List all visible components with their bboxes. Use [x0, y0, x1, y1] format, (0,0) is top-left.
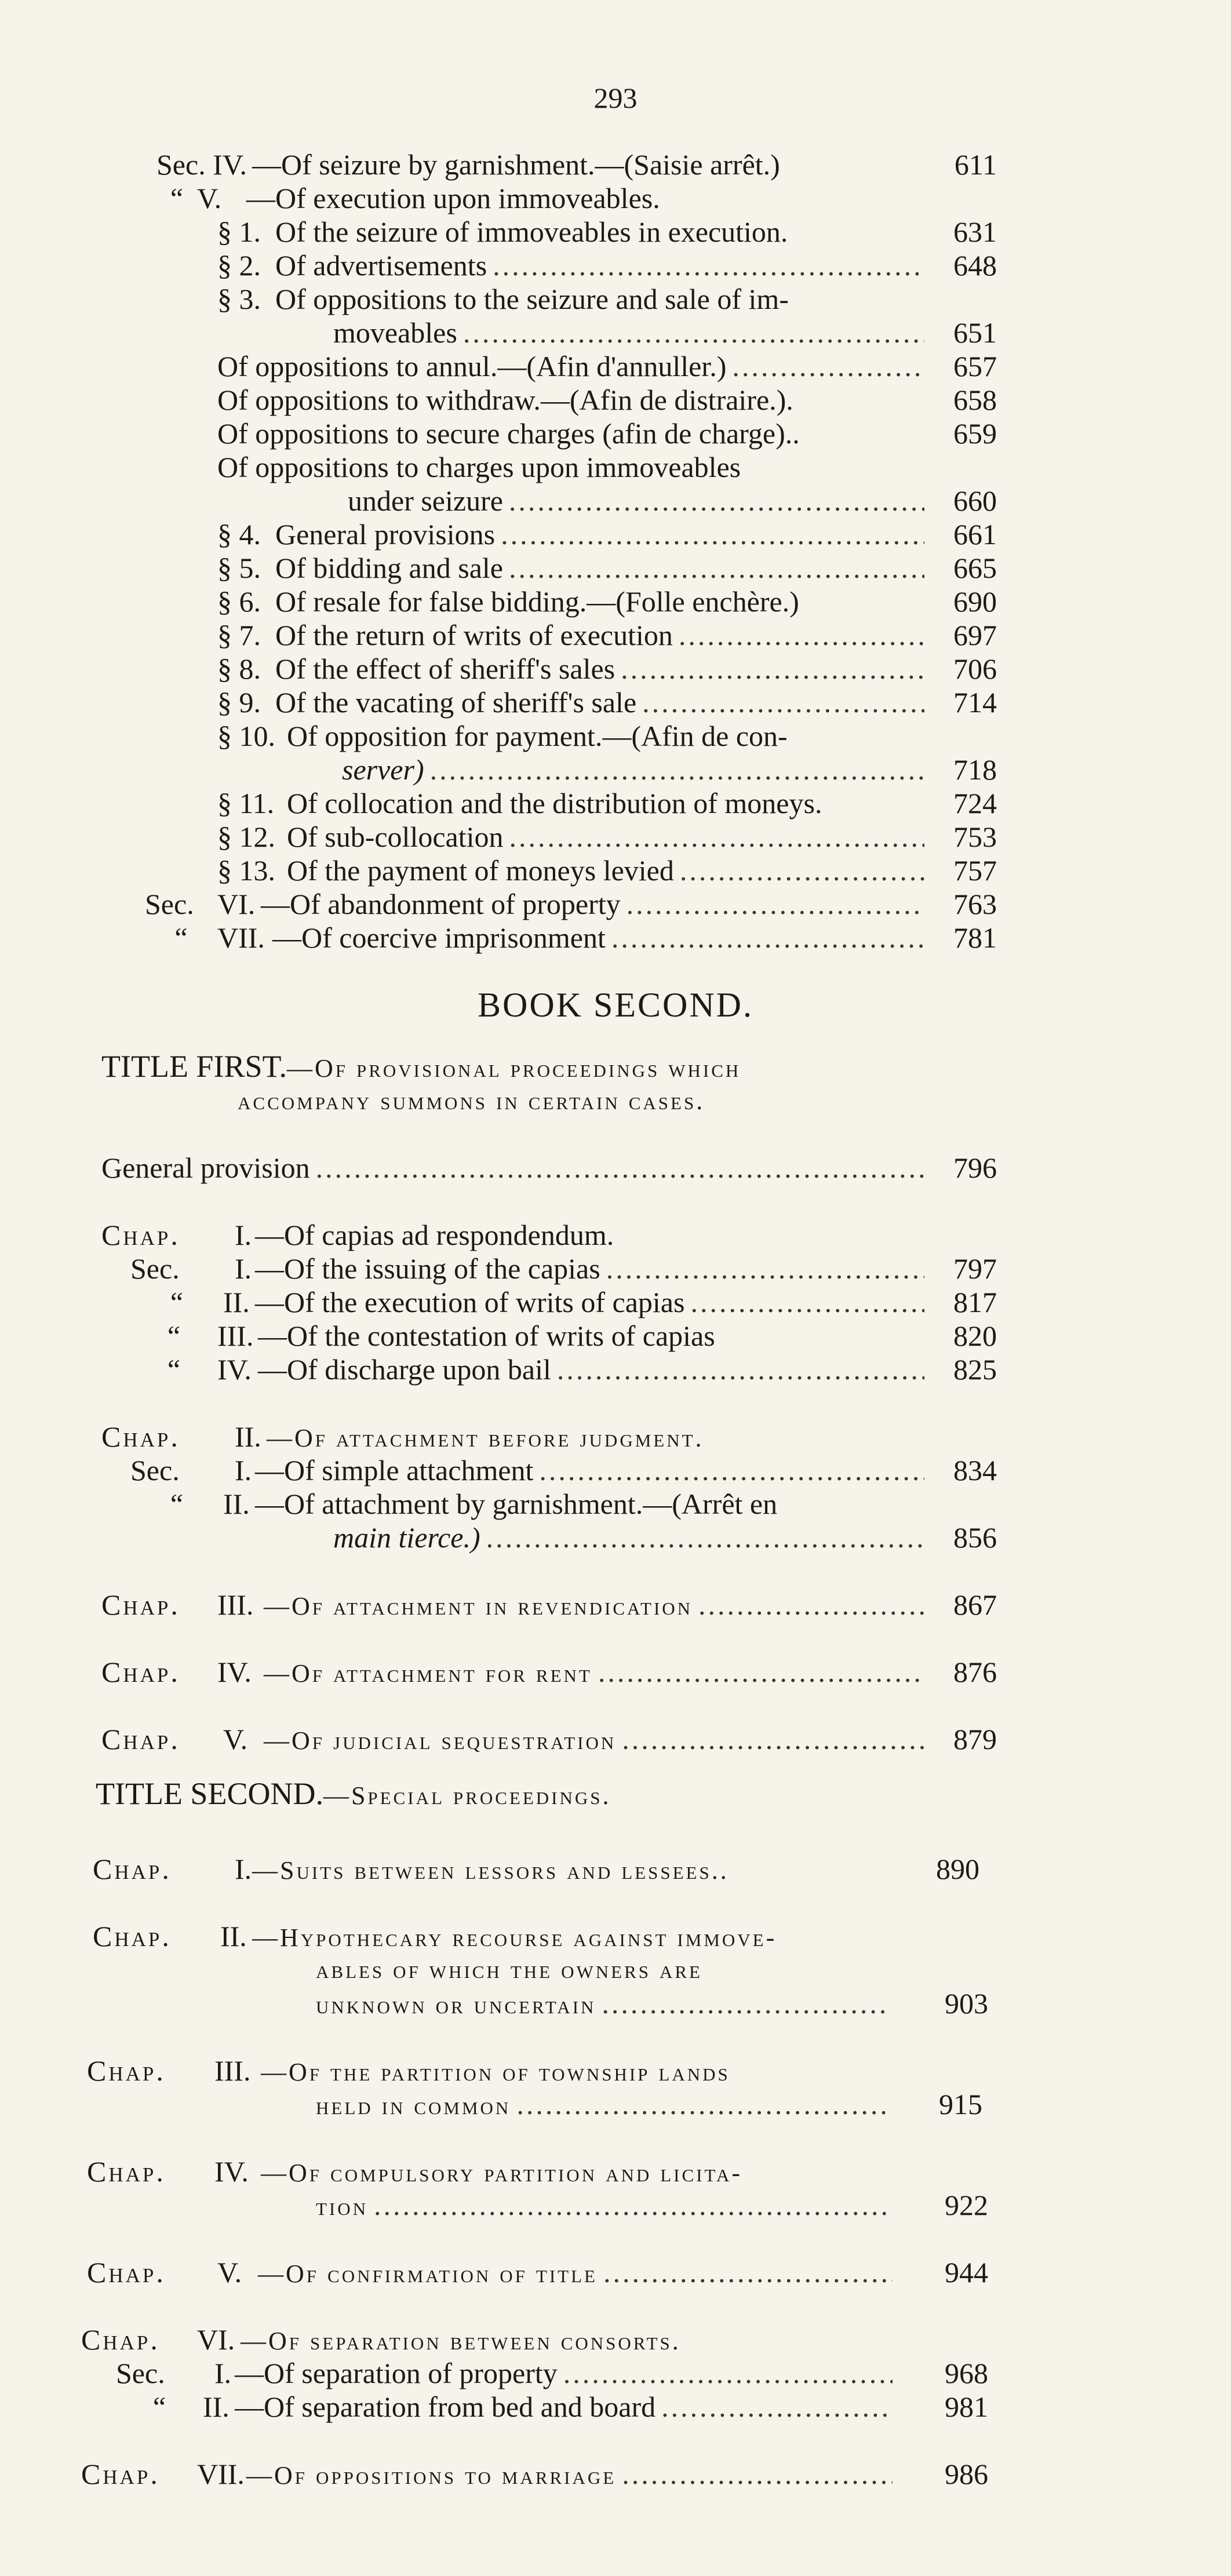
- section-symbol: § 4.: [217, 518, 261, 551]
- toc-entry-s3: [217, 282, 930, 316]
- toc-entry-t2-chap-5: [87, 2256, 898, 2289]
- toc-entry-chap-4: [101, 1655, 930, 1689]
- entry-text: Of resale for false bidding.—(Folle enchère.): [275, 585, 799, 618]
- entry-key: Chap.: [81, 2323, 160, 2356]
- entry-key: Chap.: [81, 2458, 160, 2490]
- entry-text-cont: main tierce.): [333, 1521, 480, 1554]
- entry-text: Of oppositions to the seizure and sale of im-: [275, 283, 789, 315]
- entry-num: I.: [214, 2357, 232, 2389]
- leader-dots: [563, 2356, 893, 2390]
- ditto-mark: “: [167, 1353, 181, 1386]
- entry-num: VI.: [197, 2323, 235, 2356]
- toc-entry-s5: [217, 551, 930, 585]
- page-ref: 890: [936, 1853, 979, 1885]
- title-second-heading: [96, 1776, 611, 1813]
- section-symbol: § 1.: [217, 216, 261, 248]
- toc-entry-t2-chap-3: [87, 2054, 898, 2087]
- page-ref: 753: [953, 821, 997, 853]
- section-symbol: § 2.: [217, 249, 261, 282]
- page-ref: 763: [953, 888, 997, 920]
- toc-entry-t2-chap-6-sec-1: [116, 2356, 898, 2390]
- leader-dots: [603, 2256, 893, 2289]
- toc-entry-chap-1-sec-2: [130, 1285, 930, 1319]
- entry-text: —Of attachment for rent: [264, 1659, 592, 1688]
- entry-key: Chap.: [93, 1920, 172, 1952]
- toc-entry-sec-vi: [145, 887, 930, 921]
- leader-dots: [493, 249, 924, 282]
- title-first-cont: accompany summons in certain cases.: [238, 1087, 705, 1115]
- toc-entry-sec-v: [156, 181, 927, 215]
- toc-entry-sec-iv: [156, 148, 927, 181]
- page-ref: 876: [953, 1656, 997, 1688]
- leader-dots: [611, 921, 924, 954]
- entry-text: —Of execution upon immoveables.: [246, 182, 660, 214]
- entry-text: —Of the contestation of writs of capias: [258, 1320, 715, 1352]
- entry-text: Of the seizure of immoveables in execution.: [275, 216, 788, 248]
- entry-text: —Hypothecary recourse against immove-: [252, 1923, 777, 1952]
- entry-key: V.: [197, 182, 222, 214]
- leader-dots: [501, 518, 924, 551]
- entry-key: Chap.: [87, 2155, 166, 2188]
- toc-entry-chap-2: [101, 1420, 930, 1453]
- entry-num: III.: [217, 1588, 254, 1621]
- title-label: TITLE FIRST.: [101, 1049, 287, 1084]
- section-symbol: § 10.: [217, 720, 275, 752]
- page-ref: 631: [953, 216, 997, 248]
- leader-dots: [316, 1151, 924, 1185]
- page-ref: 856: [953, 1521, 997, 1554]
- entry-key: Chap.: [87, 2054, 166, 2087]
- entry-text: —Of oppositions to marriage: [246, 2461, 617, 2490]
- entry-num: IV.: [214, 2155, 249, 2188]
- leader-dots: [606, 1252, 924, 1285]
- entry-text: Of sub-collocation: [287, 821, 504, 853]
- toc-entry-sec-vii: [145, 921, 930, 954]
- entry-text: Of the vacating of sheriff's sale: [275, 686, 637, 719]
- page-ref: 986: [945, 2458, 988, 2490]
- leader-dots: [463, 316, 924, 349]
- page-number: 293: [593, 82, 638, 114]
- page-ref: 651: [953, 316, 997, 349]
- leader-dots: [509, 484, 924, 518]
- leader-dots: [509, 551, 924, 585]
- entry-num: IV.: [217, 1353, 252, 1386]
- entry-text: Of oppositions to secure charges (afin de charge)..: [217, 417, 800, 450]
- page-ref: 968: [945, 2357, 988, 2389]
- entry-num: I.: [235, 1219, 252, 1251]
- page-ref: 690: [953, 585, 997, 618]
- page-ref: 817: [953, 1286, 997, 1318]
- entry-text: —Of coercive imprisonment: [272, 921, 606, 954]
- section-symbol: § 12.: [217, 821, 275, 853]
- page-ref: 797: [953, 1252, 997, 1285]
- entry-num: V.: [217, 2256, 242, 2289]
- entry-text-cont: tion: [316, 2192, 369, 2221]
- section-symbol: § 13.: [217, 854, 275, 887]
- entry-text: Of collocation and the distribution of moneys.: [287, 787, 822, 819]
- entry-text: —Of compulsory partition and licita-: [261, 2159, 742, 2187]
- toc-entry-s1: [217, 215, 930, 249]
- leader-dots: [627, 887, 924, 921]
- section-symbol: § 6.: [217, 585, 261, 618]
- page-ref: 697: [953, 619, 997, 651]
- page-ref: 611: [954, 148, 997, 181]
- entry-text-cont: under seizure: [348, 484, 503, 517]
- entry-text: —Of judicial sequestration: [264, 1726, 617, 1755]
- entry-text-cont: held in common: [316, 2092, 511, 2120]
- entry-text: —Of confirmation of title: [258, 2260, 598, 2288]
- entry-text: —Of attachment by garnishment.—(Arrêt en: [255, 1488, 778, 1520]
- entry-num: II.: [223, 1286, 250, 1318]
- leader-dots: [698, 1588, 924, 1622]
- leader-dots: [557, 1353, 924, 1386]
- toc-entry-opp-secure: [217, 417, 930, 450]
- entry-num: II.: [220, 1920, 247, 1952]
- page-ref: 825: [953, 1353, 997, 1386]
- ditto-mark: “: [170, 1286, 184, 1318]
- toc-entry-t2-chap-6: [81, 2323, 898, 2356]
- leader-dots: [621, 652, 924, 686]
- title-label: TITLE SECOND.: [96, 1776, 323, 1811]
- leader-dots: [602, 1987, 890, 2020]
- book-heading: BOOK SECOND.: [477, 986, 754, 1024]
- entry-text: —Of capias ad respondendum.: [255, 1219, 614, 1251]
- leader-dots: [598, 1655, 924, 1689]
- toc-entry-chap-1-sec-3: [130, 1319, 930, 1353]
- page-ref: 922: [945, 2189, 988, 2221]
- section-symbol: § 8.: [217, 653, 261, 685]
- toc-entry-s7: [217, 618, 930, 652]
- entry-key: Chap.: [93, 1853, 172, 1885]
- entry-text: —Of abandonment of property: [261, 888, 621, 920]
- page-ref: 879: [953, 1723, 997, 1755]
- entry-text: —Of separation between consorts.: [241, 2327, 681, 2355]
- toc-entry-opp-withdraw: [217, 383, 930, 417]
- entry-text: —Of separation of property: [235, 2357, 558, 2389]
- toc-entry-t2-chap-2: [93, 1919, 904, 1953]
- ditto-mark: “: [174, 921, 188, 954]
- toc-entry-t2-chap-7: [81, 2457, 898, 2491]
- leader-dots: [622, 2457, 893, 2491]
- section-symbol: § 9.: [217, 686, 261, 719]
- entry-text: Of oppositions to annul.—(Afin d'annuller.): [217, 350, 727, 382]
- toc-entry-s2: [217, 249, 930, 282]
- page-ref: 657: [953, 350, 997, 382]
- entry-key: Sec.: [116, 2357, 165, 2389]
- entry-text: —Of seizure by garnishment.—(Saisie arrêt.): [252, 148, 780, 181]
- page-ref: 706: [953, 653, 997, 685]
- toc-entry-opp-charges-cont: [348, 484, 930, 518]
- toc-entry-s10: [217, 719, 930, 753]
- leader-dots: [690, 1285, 924, 1319]
- entry-num: II.: [223, 1488, 250, 1520]
- page-ref: 661: [953, 518, 997, 551]
- leader-dots: [679, 618, 924, 652]
- leader-dots: [732, 349, 924, 383]
- toc-entry-t2-chap-1: [93, 1852, 904, 1886]
- entry-num: III.: [214, 2054, 251, 2087]
- toc-entry-t2-chap-3-cont: [316, 2087, 895, 2121]
- page-ref: 724: [953, 787, 997, 819]
- entry-text-cont: server): [342, 753, 424, 786]
- ditto-mark: “: [170, 1488, 184, 1520]
- toc-entry-chap-3: [101, 1588, 930, 1622]
- toc-entry-t2-chap-4-cont: [316, 2188, 895, 2222]
- entry-num: III.: [217, 1320, 254, 1352]
- toc-entry-s6: [217, 585, 930, 618]
- leader-dots: [509, 820, 924, 854]
- entry-text: Of the effect of sheriff's sales: [275, 653, 616, 685]
- entry-key: Chap.: [101, 1420, 180, 1453]
- toc-entry-t2-chap-4: [87, 2155, 898, 2188]
- entry-text-cont: unknown or uncertain: [316, 1991, 596, 2019]
- ditto-mark: “: [170, 182, 184, 214]
- toc-entry-s3-cont: [333, 316, 930, 349]
- title-text: —Special proceedings.: [323, 1781, 611, 1810]
- toc-entry-opp-annul: [217, 349, 930, 383]
- entry-num: V.: [223, 1723, 248, 1755]
- entry-text: General provisions: [275, 518, 496, 551]
- page-ref: 834: [953, 1454, 997, 1486]
- toc-entry-s9: [217, 686, 930, 719]
- leader-dots: [680, 854, 924, 887]
- toc-entry-chap-1-sec-1: [130, 1252, 930, 1285]
- entry-text: —Of separation from bed and board: [235, 2391, 656, 2423]
- entry-key: Sec. IV.: [156, 148, 247, 181]
- entry-num: VII.: [217, 921, 265, 954]
- ditto-mark: “: [152, 2391, 166, 2423]
- section-symbol: § 7.: [217, 619, 261, 651]
- entry-num: VII.: [197, 2458, 245, 2490]
- page-ref: 714: [953, 686, 997, 719]
- entry-text: —Of discharge upon bail: [258, 1353, 551, 1386]
- leader-dots: [486, 1521, 924, 1554]
- toc-entry-s8: [217, 652, 930, 686]
- leader-dots: [516, 2087, 890, 2121]
- page-ref: 660: [953, 484, 997, 517]
- ditto-mark: “: [167, 1320, 181, 1352]
- title-first-heading: [101, 1049, 741, 1086]
- page-ref: 658: [953, 384, 997, 416]
- page-ref: 781: [953, 921, 997, 954]
- section-symbol: § 3.: [217, 283, 261, 315]
- entry-text: —Of simple attachment: [255, 1454, 534, 1486]
- entry-text: General provision: [101, 1152, 310, 1184]
- entry-key: Chap.: [101, 1588, 180, 1621]
- leader-dots: [661, 2390, 893, 2424]
- entry-text: —Of the issuing of the capias: [255, 1252, 600, 1285]
- toc-entry-s13: [217, 854, 930, 887]
- page-ref: 757: [953, 854, 997, 887]
- page-ref: 944: [945, 2256, 988, 2289]
- toc-entry-s11: [217, 786, 930, 820]
- entry-text: Of advertisements: [275, 249, 487, 282]
- toc-entry-chap-2-sec-1: [130, 1453, 930, 1487]
- entry-num: II.: [203, 2391, 230, 2423]
- page-ref: 915: [939, 2088, 982, 2120]
- page-ref: 718: [953, 753, 997, 786]
- toc-entry-s10-cont: [342, 753, 930, 786]
- toc-entry-s4: [217, 518, 930, 551]
- entry-key: Chap.: [101, 1656, 180, 1688]
- leader-dots: [374, 2188, 890, 2222]
- entry-text: Of oppositions to withdraw.—(Afin de distraire.).: [217, 384, 793, 416]
- entry-key: Chap.: [101, 1723, 180, 1755]
- leader-dots: [539, 1453, 924, 1487]
- entry-num: II.: [235, 1420, 261, 1453]
- toc-entry-chap-1: [101, 1218, 930, 1252]
- toc-entry-t2-chap-2-cont1: ables of which the owners are: [316, 1955, 702, 1984]
- page-ref: 648: [953, 249, 997, 282]
- toc-entry-s12: [217, 820, 930, 854]
- entry-num: I.: [235, 1853, 252, 1885]
- entry-text: Of opposition for payment.—(Afin de con-: [287, 720, 788, 752]
- toc-entry-opp-charges: [217, 450, 930, 484]
- entry-text: Of bidding and sale: [275, 552, 503, 584]
- entry-text: —Suits between lessors and lessees..: [252, 1856, 729, 1885]
- toc-entry-t2-chap-2-cont2: [316, 1987, 895, 2020]
- toc-entry-general-provision: [101, 1151, 930, 1185]
- page-ref: 867: [953, 1588, 997, 1621]
- entry-text: Of oppositions to charges upon immoveables: [217, 451, 741, 483]
- leader-dots: [642, 686, 924, 719]
- entry-text: —Of the partition of township lands: [261, 2058, 730, 2086]
- title-text: —Of provisional proceedings which: [286, 1054, 741, 1083]
- entry-text: —Of attachment before judgment.: [267, 1424, 704, 1452]
- entry-key: Sec.: [130, 1252, 180, 1285]
- entry-num: I.: [235, 1252, 252, 1285]
- page-ref: 903: [945, 1987, 988, 2020]
- page-ref: 981: [945, 2391, 988, 2423]
- toc-entry-t2-chap-6-sec-2: [116, 2390, 898, 2424]
- entry-num: IV.: [217, 1656, 252, 1688]
- page-ref: 796: [953, 1152, 997, 1184]
- entry-key: Chap.: [87, 2256, 166, 2289]
- toc-entry-chap-2-sec-2: [130, 1487, 930, 1521]
- entry-text: —Of attachment in revendication: [264, 1592, 693, 1620]
- section-symbol: § 11.: [217, 787, 275, 819]
- entry-text: Of the payment of moneys levied: [287, 854, 674, 887]
- entry-key: Sec.: [130, 1454, 180, 1486]
- section-symbol: § 5.: [217, 552, 261, 584]
- page-ref: 665: [953, 552, 997, 584]
- page-ref: 659: [953, 417, 997, 450]
- entry-num: VI.: [217, 888, 256, 920]
- page-ref: 820: [953, 1320, 997, 1352]
- entry-text: —Of the execution of writs of capias: [255, 1286, 685, 1318]
- toc-entry-chap-1-sec-4: [130, 1353, 930, 1386]
- entry-text: Of the return of writs of execution: [275, 619, 673, 651]
- leader-dots: [622, 1722, 924, 1756]
- toc-entry-chap-2-sec-2-cont: [333, 1521, 930, 1554]
- entry-key: Chap.: [101, 1219, 180, 1251]
- leader-dots: [430, 753, 924, 786]
- toc-entry-chap-5: [101, 1722, 930, 1756]
- entry-text-cont: moveables: [333, 316, 457, 349]
- entry-key: Sec.: [145, 888, 194, 920]
- entry-num: I.: [235, 1454, 252, 1486]
